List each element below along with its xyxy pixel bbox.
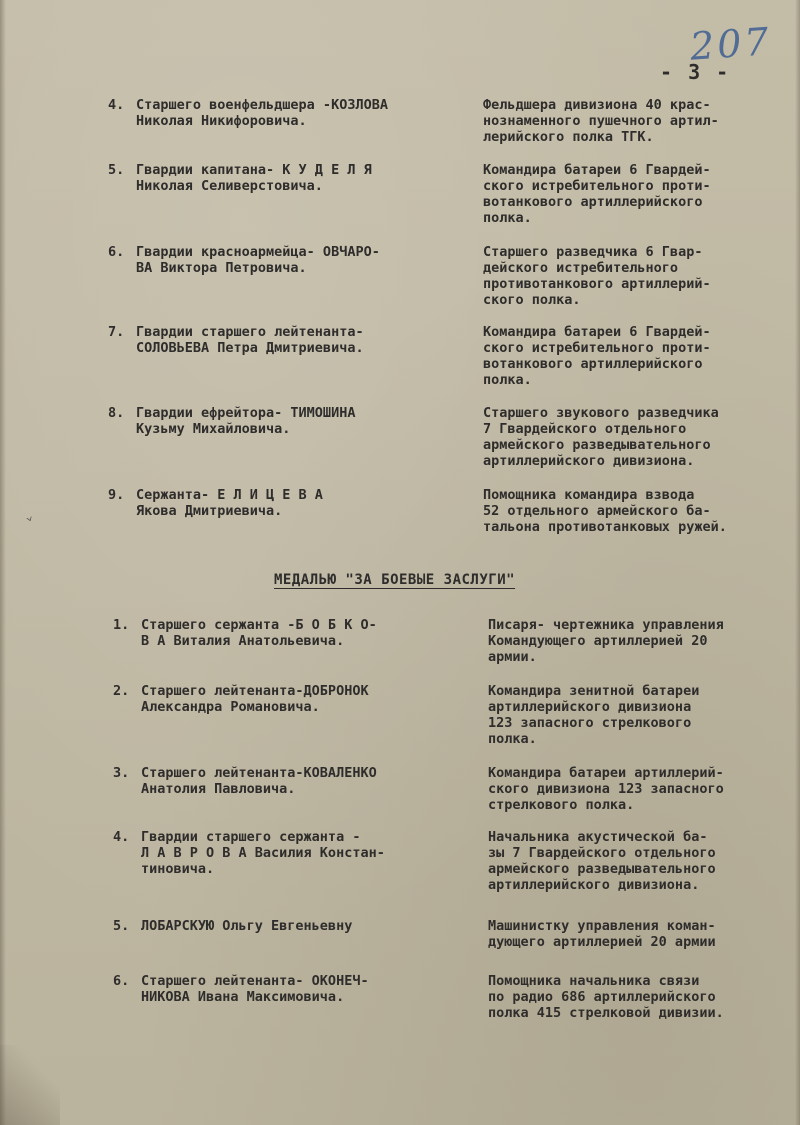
entry-number: 3. xyxy=(113,765,130,781)
section-heading: МЕДАЛЬЮ "ЗА БОЕВЫЕ ЗАСЛУГИ" xyxy=(274,572,516,588)
entry-name: Гвардии капитана- К У Д Е Л Я Николая Селиверстовича. xyxy=(136,162,372,194)
entry-name: Гвардии красноармейца- ОВЧАРО- ВА Виктора Петровича. xyxy=(136,244,380,276)
entry-position: Помощника командира взвода 52 отдельного армейского ба- тальона противотанковых ружей. xyxy=(483,487,727,535)
archive-page-number: 207 xyxy=(688,19,773,69)
entry-number: 9. xyxy=(108,487,125,503)
page-marker: - 3 - xyxy=(660,60,731,84)
entry-position: Командира зенитной батареи артиллерийского дивизиона 123 запасного стрелкового полка. xyxy=(488,683,700,747)
entry-number: 1. xyxy=(113,617,130,633)
entry-position: Командира батареи 6 Гвардей- ского истребительного проти- вотанкового артиллерийского полка. xyxy=(483,324,711,388)
entry-name: Старшего военфельдшера -КОЗЛОВА Николая Никифоровича. xyxy=(136,97,388,129)
entry-name: Гвардии ефрейтора- ТИМОШИНА Кузьму Михайловича. xyxy=(136,405,356,437)
entry-position: Начальника акустической ба- зы 7 Гвардейского отдельного армейского разведывательного артиллерийского дивизиона. xyxy=(488,829,716,893)
paper-corner-wear xyxy=(0,1045,60,1125)
entry-position: Помощника начальника связи по радио 686 артиллерийского полка 415 стрелковой дивизии. xyxy=(488,973,724,1021)
entry-number: 6. xyxy=(108,244,125,260)
entry-number: 8. xyxy=(108,405,125,421)
entry-position: Командира батареи 6 Гвардей- ского истребительного проти- вотанкового артиллерийского полка. xyxy=(483,162,711,226)
entry-number: 4. xyxy=(113,829,130,845)
entry-name: Старшего лейтенанта-КОВАЛЕНКО Анатолия Павловича. xyxy=(141,765,377,797)
entry-position: Старшего разведчика 6 Гвар- дейского истребительного противотанкового артиллерий- ского полка. xyxy=(483,244,711,308)
paper-edge-left xyxy=(0,0,6,1125)
entry-name: ЛОБАРСКУЮ Ольгу Евгеньевну xyxy=(141,918,353,934)
entry-position: Фельдшера дивизиона 40 крас- нознаменного пушечного артил- лерийского полка ТГК. xyxy=(483,97,719,145)
entry-number: 6. xyxy=(113,973,130,989)
entry-number: 5. xyxy=(113,918,130,934)
entry-number: 4. xyxy=(108,97,125,113)
entry-position: Писаря- чертежника управления Командующего артиллерией 20 армии. xyxy=(488,617,724,665)
entry-position: Машинистку управления коман- дующего артиллерией 20 армии xyxy=(488,918,716,950)
entry-number: 7. xyxy=(108,324,125,340)
entry-position: Старшего звукового разведчика 7 Гвардейского отдельного армейского разведывательного артиллерийского дивизиона. xyxy=(483,405,719,469)
entry-number: 5. xyxy=(108,162,125,178)
entry-number: 2. xyxy=(113,683,130,699)
entry-position: Командира батареи артиллерий- ского дивизиона 123 запасного стрелкового полка. xyxy=(488,765,724,813)
entry-name: Старшего лейтенанта-ДОБРОНОК Александра Романовича. xyxy=(141,683,369,715)
entry-name: Гвардии старшего сержанта - Л А В Р О В А Василия Констан- тиновича. xyxy=(141,829,385,877)
ink-mark-icon: ⌄ xyxy=(22,508,35,524)
entry-name: Старшего лейтенанта- ОКОНЕЧ- НИКОВА Ивана Максимовича. xyxy=(141,973,369,1005)
entry-name: Сержанта- Е Л И Ц Е В А Якова Дмитриевича. xyxy=(136,487,323,519)
entry-name: Старшего сержанта -Б О Б К О- В А Виталия Анатольевича. xyxy=(141,617,377,649)
entry-name: Гвардии старшего лейтенанта- СОЛОВЬЕВА Петра Дмитриевича. xyxy=(136,324,364,356)
